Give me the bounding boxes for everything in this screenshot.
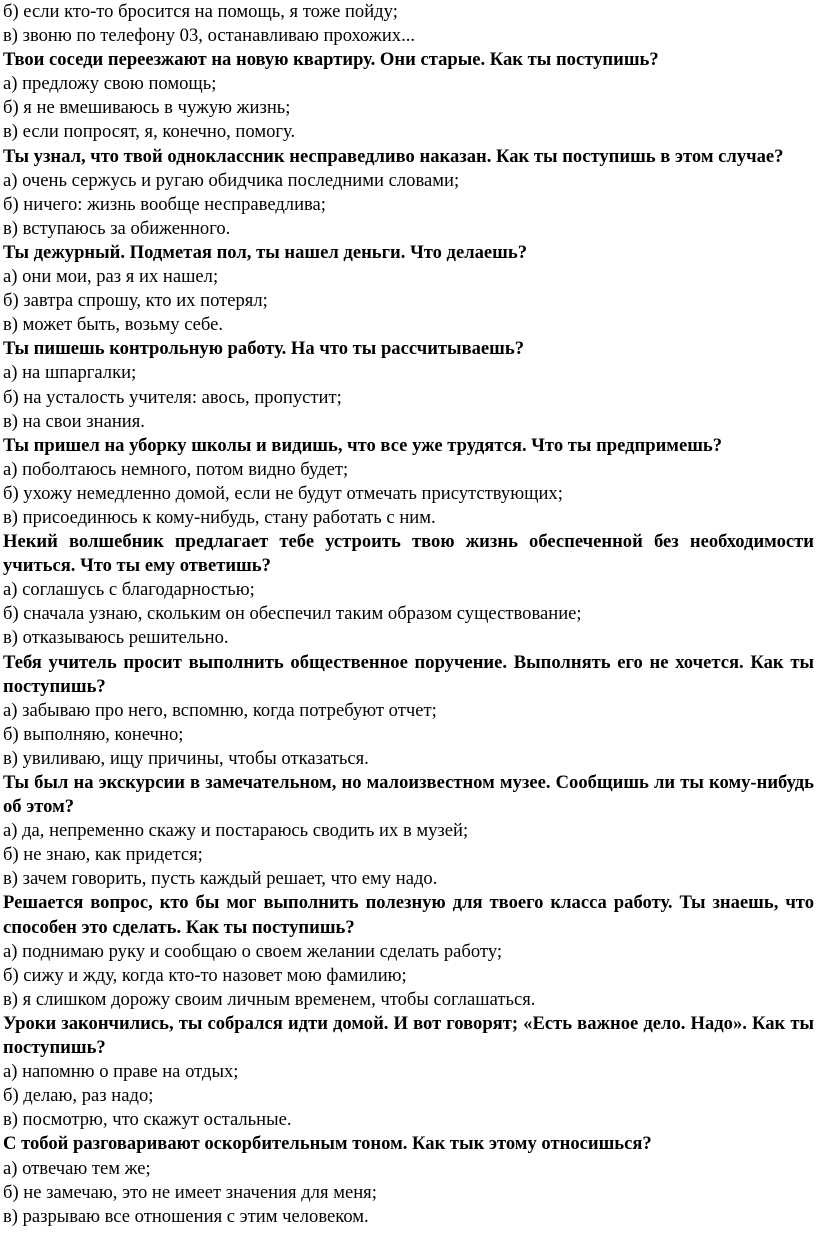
question-block: [3, 1012, 814, 1132]
question-text: С тобой разговаривают оскорбительным тоном. Как тык этому относишься?: [3, 1133, 652, 1155]
answer-option: а) напомню о праве на отдых;: [3, 1061, 239, 1083]
answer-option: а) соглашусь с благодарностью;: [3, 579, 255, 601]
answer-option: а) поднимаю руку и сообщаю о своем желании сделать работу;: [3, 940, 503, 962]
question-text: Уроки закончились, ты собрался идти домой. И вот говорят; «Есть важное дело. Надо». Как ты поступишь?: [3, 1012, 814, 1059]
answer-option: в) отказываюсь решительно.: [3, 627, 229, 649]
question-text: Тебя учитель просит выполнить общественное поручение. Выполнять его не хочется. Как ты поступишь?: [3, 651, 814, 697]
answer-option: б) на усталость учителя: авось, пропустит;: [3, 386, 342, 408]
lead-answer-list: [3, 0, 814, 48]
question-list: [3, 48, 814, 1229]
answer-option: б) ухожу немедленно домой, если не будут отмечать присутствующих;: [3, 482, 563, 504]
answer-option: в) посмотрю, что скажут остальные.: [3, 1109, 292, 1131]
question-block: [3, 651, 814, 771]
answer-option: в) вступаюсь за обиженного.: [3, 217, 231, 239]
answer-option: в) присоединюсь к кому-нибудь, стану работать с ним.: [3, 506, 436, 528]
answer-option: в) увиливаю, ищу причины, чтобы отказаться.: [3, 747, 369, 769]
question-text: Решается вопрос, кто бы мог выполнить полезную для твоего класса работу. Ты знаешь, что способен это сделать. Как ты поступишь?: [3, 892, 814, 938]
answer-option: б) не знаю, как придется;: [3, 844, 203, 866]
answer-option: в) на свои знания.: [3, 410, 145, 432]
answer-option: а) они мои, раз я их нашел;: [3, 266, 219, 288]
question-block: [3, 771, 814, 891]
answer-option: б) выполняю, конечно;: [3, 723, 184, 745]
question-block: [3, 48, 814, 144]
question-text: Ты пришел на уборку школы и видишь, что все уже трудятся. Что ты предпримешь?: [3, 434, 723, 456]
answer-option: а) предложу свою помощь;: [3, 73, 217, 95]
question-block: [3, 530, 814, 650]
answer-option: а) очень сержусь и ругаю обидчика последними словами;: [3, 169, 460, 191]
answer-option: в) разрываю все отношения с этим человеком.: [3, 1205, 369, 1227]
answer-option: в) звоню по телефону 03, останавливаю прохожих...: [3, 25, 416, 47]
answer-option: а) на шпаргалки;: [3, 362, 137, 384]
question-block: [3, 241, 814, 337]
question-block: [3, 337, 814, 433]
answer-option: а) отвечаю тем же;: [3, 1157, 151, 1179]
answer-option: б) если кто-то бросится на помощь, я тоже пойду;: [3, 1, 398, 22]
question-block: [3, 891, 814, 1011]
answer-option: б) делаю, раз надо;: [3, 1085, 154, 1107]
question-block: [3, 145, 814, 241]
answer-option: в) может быть, возьму себе.: [3, 314, 224, 336]
question-text: Твои соседи переезжают на новую квартиру. Они старые. Как ты поступишь?: [3, 49, 659, 71]
answer-option: б) завтра спрошу, кто их потерял;: [3, 290, 268, 312]
question-block: [3, 434, 814, 530]
question-text: Ты узнал, что твой одноклассник несправедливо наказан. Как ты поступишь в этом случае?: [3, 145, 784, 167]
question-text: Ты дежурный. Подметая пол, ты нашел деньги. Что делаешь?: [3, 241, 528, 263]
question-text: Ты пишешь контрольную работу. На что ты рассчитываешь?: [3, 338, 524, 360]
answer-option: в) если попросят, я, конечно, помогу.: [3, 121, 296, 143]
answer-option: б) я не вмешиваюсь в чужую жизнь;: [3, 97, 291, 119]
question-text: Ты был на экскурсии в замечательном, но малоизвестном музее. Сообщишь ли ты кому-нибудь об этом?: [3, 772, 814, 818]
question-text: Некий волшебник предлагает тебе устроить твою жизнь обеспеченной без необходимости учиться. Что ты ему ответишь?: [3, 531, 814, 577]
answer-option: б) сижу и жду, когда кто-то назовет мою фамилию;: [3, 964, 407, 986]
answer-option: а) поболтаюсь немного, потом видно будет;: [3, 458, 349, 480]
answer-option: в) я слишком дорожу своим личным временем, чтобы соглашаться.: [3, 988, 536, 1010]
answer-option: а) забываю про него, вспомню, когда потребуют отчет;: [3, 699, 437, 721]
answer-option: в) зачем говорить, пусть каждый решает, что ему надо.: [3, 868, 438, 890]
answer-option: б) не замечаю, это не имеет значения для меня;: [3, 1181, 377, 1203]
question-block: [3, 1132, 814, 1228]
answer-option: б) ничего: жизнь вообще несправедлива;: [3, 193, 326, 215]
answer-option: а) да, непременно скажу и постараюсь сводить их в музей;: [3, 820, 469, 842]
answer-option: б) сначала узнаю, скольким он обеспечил таким образом существование;: [3, 603, 582, 625]
